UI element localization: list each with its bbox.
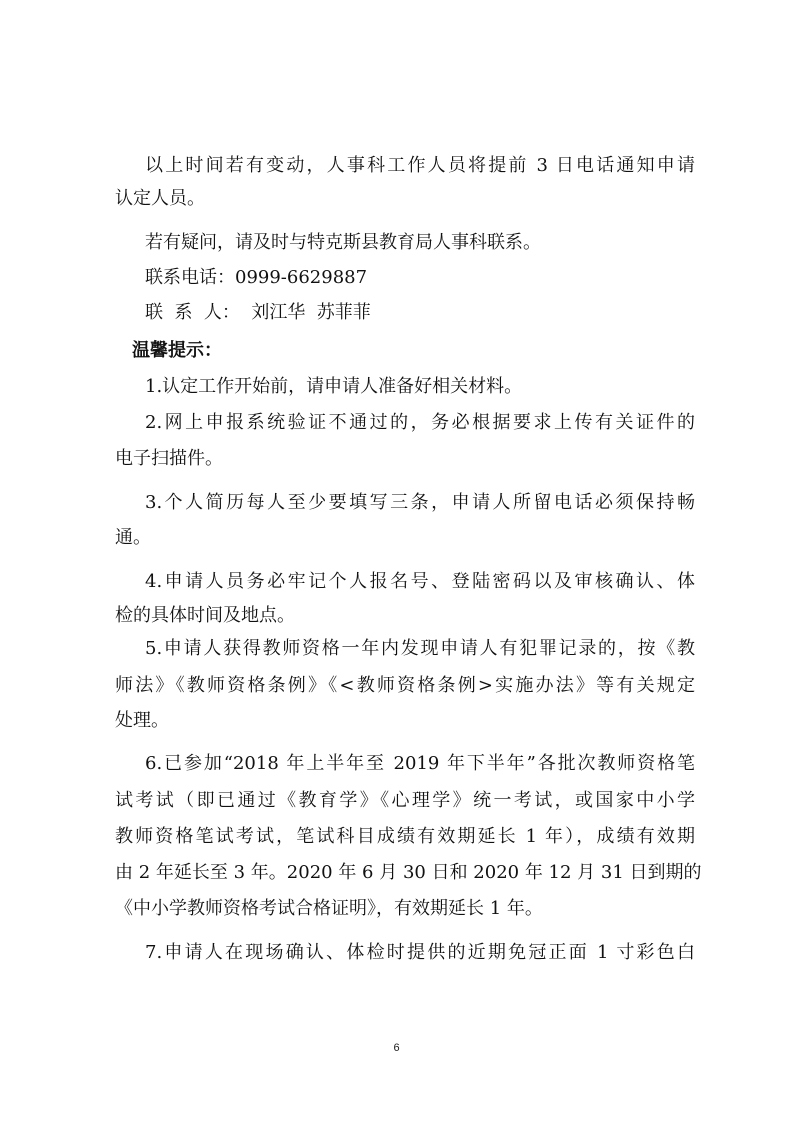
tip-2: 2.网上申报系统验证不通过的，务必根据要求上传有关证件的: [145, 412, 695, 433]
tip-6-cont-2: 教师资格笔试考试，笔试科目成绩有效期延长 1 年），成绩有效期: [115, 826, 695, 847]
tip-6-cont-4: 《中小学教师资格考试合格证明》，有效期延长 1 年。: [115, 898, 543, 919]
tip-6-cont-3: 由 2 年延长至 3 年。2020 年 6 月 30 日和 2020 年 12 月 31 日到期的: [115, 862, 702, 883]
tip-5: 5.申请人获得教师资格一年内发现申请人有犯罪记录的，按《教: [145, 638, 695, 659]
contact-persons: 联 系 人： 刘江华 苏菲菲: [145, 302, 371, 323]
para-contact-inquiry: 若有疑问，请及时与特克斯县教育局人事科联系。: [145, 232, 541, 253]
tip-3: 3.个人简历每人至少要填写三条，申请人所留电话必须保持畅: [145, 492, 695, 513]
tip-1: 1.认定工作开始前，请申请人准备好相关材料。: [145, 376, 523, 397]
tip-4: 4.申请人员务必牢记个人报名号、登陆密码以及审核确认、体: [145, 571, 695, 592]
tip-6: 6.已参加“2018 年上半年至 2019 年下半年”各批次教师资格笔: [145, 753, 695, 774]
tips-heading: 温馨提示：: [132, 340, 222, 361]
tip-5-cont-1: 师法》《教师资格条例》《<教师资格条例>实施办法》等有关规定: [115, 675, 695, 696]
contact-phone: 联系电话：0999-6629887: [145, 267, 368, 288]
tip-6-cont-1: 试考试（即已通过《教育学》《心理学》统一考试，或国家中小学: [115, 790, 695, 811]
tip-3-cont: 通。: [115, 527, 151, 548]
tip-2-cont: 电子扫描件。: [115, 448, 223, 469]
para-change-notice-cont: 认定人员。: [115, 188, 205, 209]
tip-7: 7.申请人在现场确认、体检时提供的近期免冠正面 1 寸彩色白: [145, 942, 695, 963]
tip-5-cont-2: 处理。: [115, 710, 169, 731]
tip-4-cont: 检的具体时间及地点。: [115, 605, 295, 626]
page-number: 6: [393, 1042, 400, 1054]
para-change-notice: 以上时间若有变动，人事科工作人员将提前 3 日电话通知申请: [145, 155, 695, 176]
